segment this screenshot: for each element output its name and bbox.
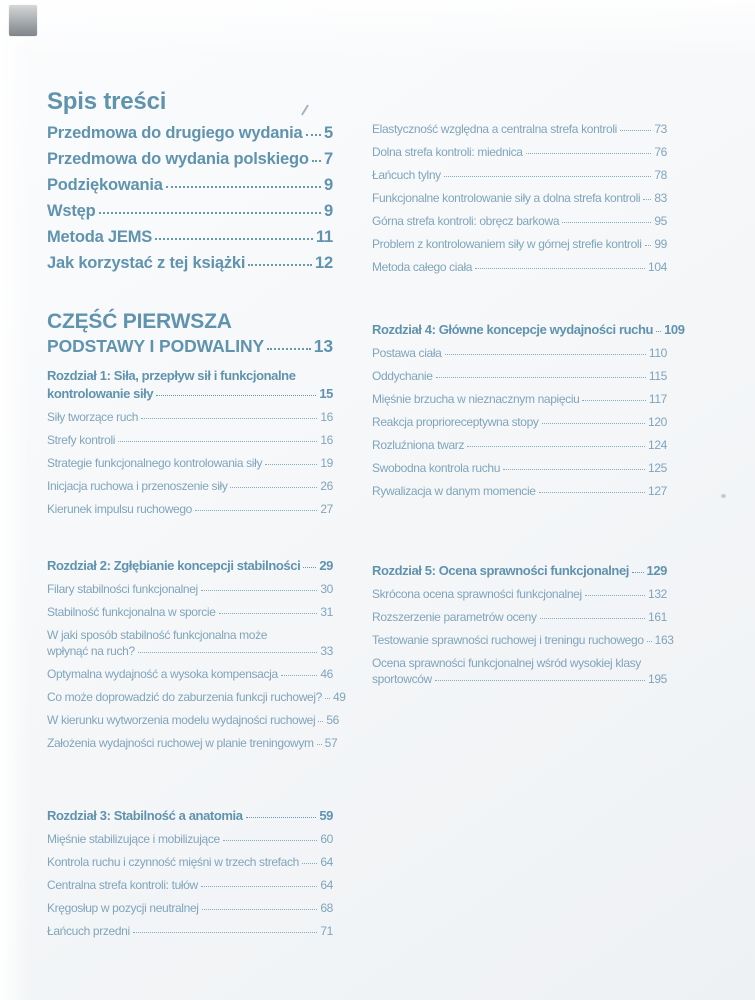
toc-entry [47,176,333,194]
entry-label: PODSTAWY I PODWALINY [47,336,265,356]
chapter-title-line1: Rozdział 1: Siła, przepływ sił i funkcjonalne [47,368,296,383]
dot-leader [118,441,317,442]
page-number: 49 [332,690,346,704]
dot-leader [318,721,323,722]
page-number: 12 [315,254,333,272]
entry-label: Strategie funkcjonalnego kontrolowania siły [47,456,263,470]
toc-entry [372,633,674,647]
page-number: 68 [320,901,333,915]
toc-entry [372,369,667,383]
dot-leader [645,245,652,246]
page-number: 11 [315,228,333,246]
dot-leader [317,744,322,745]
toc-entry [47,878,333,892]
page-number: 16 [320,410,333,424]
page-number: 71 [320,924,333,938]
dot-leader [656,331,661,332]
dot-leader [467,446,645,447]
dot-leader [306,134,322,136]
toc-entry [47,150,333,168]
dot-leader [647,641,652,642]
entry-label: Jak korzystać z tej książki [47,254,246,272]
dot-leader [585,595,645,596]
entry-label: Rywalizacja w danym momencie [372,484,536,498]
dot-leader [166,186,321,188]
toc-entry-line2 [372,672,667,686]
entry-label: Rozluźniona twarz [372,438,465,452]
dot-leader [562,222,651,223]
entry-label: Mięśnie stabilizujące i mobilizujące [47,832,220,846]
dot-leader [219,613,318,614]
entry-label: W jaki sposób stabilność funkcjonalna może [47,628,268,642]
dot-leader [632,572,644,573]
entry-label: Skrócona ocena sprawności funkcjonalnej [372,587,582,601]
page-number: 15 [319,386,333,401]
entry-label: Funkcjonalne kontrolowanie siły a dolna strefa kontroli [372,191,641,205]
page-number: 78 [654,168,667,182]
dot-leader [201,590,317,591]
entry-label: Elastyczność względna a centralna strefa kontroli [372,122,617,136]
page-number: 125 [648,461,667,475]
entry-label: Kontrola ruchu i czynność mięśni w trzech strefach [47,855,299,869]
dot-leader [503,469,645,470]
toc-entry [47,582,333,596]
toc-entry [372,610,667,624]
dot-leader [540,618,645,619]
page-number: 30 [320,582,333,596]
page-number: 73 [654,122,667,136]
dot-leader [475,268,645,269]
toc-entry [372,438,667,452]
chapter-title-line2 [47,386,333,402]
page-number: 120 [648,415,667,429]
dot-leader [444,176,652,177]
page-number: 64 [320,878,333,892]
page-number: 127 [648,484,667,498]
entry-label: Centralna strefa kontroli: tułów [47,878,198,892]
toc-entry [47,124,333,142]
toc-entry [372,237,667,251]
toc-entry [47,690,346,704]
toc-entry [47,228,333,246]
page-number: 109 [664,322,685,337]
page-number: 83 [654,191,667,205]
entry-label: Mięśnie brzucha w nieznacznym napięciu [372,392,580,406]
chapter-title [47,558,333,574]
page-number: 117 [648,392,667,406]
entry-label: Testowanie sprawności ruchowej i treningu ruchowego [372,633,644,647]
dot-leader [542,423,645,424]
dot-leader [248,264,312,266]
page-number: 124 [648,438,667,452]
page-number: 31 [320,605,333,619]
entry-label: Optymalna wydajność a wysoka kompensacja [47,667,278,681]
entry-label: Założenia wydajności ruchowej w planie treningowym [47,736,314,750]
chapter-5-block [372,563,674,695]
entry-label: Przedmowa do drugiego wydania [47,124,303,142]
entry-label: Problem z kontrolowaniem siły w górnej strefie kontroli [372,237,642,251]
entry-label: Podziękowania [47,176,163,194]
entry-label: Rozdział 3: Stabilność a anatomia [47,808,243,823]
dot-leader [230,487,317,488]
toc-entry [372,260,667,274]
entry-label: Rozdział 5: Ocena sprawności funkcjonalnej [372,563,629,578]
toc-entry [372,191,667,205]
chapter-1-entries [47,410,333,516]
entry-label: Swobodna kontrola ruchu [372,461,501,475]
page-number: 46 [320,667,333,681]
dot-leader [445,354,646,355]
toc-entry [47,333,333,359]
entry-label: Stabilność funkcjonalna w sporcie [47,605,216,619]
scan-corner-mark [9,5,37,36]
dot-leader [156,395,316,396]
dot-leader [643,199,651,200]
chapter-4-block [372,322,685,507]
page-number: 115 [648,369,667,383]
toc-entry [372,415,667,429]
page-number: 9 [324,202,333,220]
dot-leader [195,510,317,511]
dot-leader [155,238,313,240]
toc-right-column [372,0,685,1000]
dot-leader [202,909,318,910]
dot-leader [435,680,645,681]
toc-entry [47,433,333,447]
toc-entry [372,484,667,498]
page-number: 27 [320,502,333,516]
toc-entry [372,122,667,136]
entry-label: kontrolowanie siły [47,386,154,401]
chapter-3-entries [47,832,333,938]
toc-entry-line2 [47,644,333,658]
chapter-title [47,808,333,824]
chapter-5-entries [372,587,674,686]
front-matter-list [47,124,333,280]
page-number: 5 [324,124,333,142]
dot-leader [436,377,646,378]
toc-entry [47,667,333,681]
toc-entry [47,605,333,619]
dot-leader [265,464,317,465]
toc-entry-line1 [372,656,667,670]
toc-entry [47,254,333,272]
entry-label: sportowców [372,672,432,686]
entry-label: wpłynąć na ruch? [47,644,135,658]
chapter-3-continued-entries [372,122,667,283]
entry-label: Siły tworzące ruch [47,410,139,424]
dot-leader [281,675,318,676]
entry-label: Wstęp [47,202,96,220]
entry-label: Postawa ciała [372,346,442,360]
page-number: 95 [654,214,667,228]
chapter-2-entries [47,582,346,750]
page-number: 59 [319,808,333,823]
chapter-1-block [47,368,333,525]
dot-leader [99,212,322,214]
toc-entry [47,832,333,846]
chapter-title [372,563,667,579]
toc-entry [47,713,339,727]
page-number: 19 [320,456,333,470]
dot-leader [267,348,311,350]
page-number: 132 [648,587,667,601]
page-number: 129 [646,563,667,578]
toc-entry [372,392,667,406]
entry-label: Co może doprowadzić do zaburzenia funkcji ruchowej? [47,690,322,704]
entry-label: Inicjacja ruchowa i przenoszenie siły [47,479,228,493]
part-heading-block [47,310,333,359]
toc-entry [47,855,333,869]
entry-label: Reakcja proprioreceptywna stopy [372,415,539,429]
dot-leader [133,932,318,933]
entry-label: Łańcuch tylny [372,168,441,182]
page-number: 195 [648,672,667,686]
dot-leader [141,418,317,419]
entry-label: Łańcuch przedni [47,924,130,938]
dot-leader [526,153,652,154]
chapter-2-block [47,558,346,759]
toc-entry [372,214,667,228]
page-number: 64 [320,855,333,869]
entry-label: W kierunku wytworzenia modelu wydajności ruchowej [47,713,316,727]
toc-entry [47,202,333,220]
page-number: 161 [648,610,667,624]
entry-label: Kręgosłup w pozycji neutralnej [47,901,199,915]
entry-label: Przedmowa do wydania polskiego [47,150,309,168]
toc-entry [47,502,333,516]
chapter-3-block [47,808,333,947]
entry-label: Metoda JEMS [47,228,153,246]
entry-label: Górna strefa kontroli: obręcz barkowa [372,214,560,228]
entry-label: Dolna strefa kontroli: miednica [372,145,523,159]
dot-leader [582,400,645,401]
page-number: 76 [654,145,667,159]
dot-leader [201,886,317,887]
toc-entry [47,736,338,750]
entry-label: Metoda całego ciała [372,260,473,274]
dot-leader [223,840,318,841]
toc-left-column [47,0,346,1000]
page-number: 99 [654,237,667,251]
entry-label: Rozdział 4: Główne koncepcje wydajności ruchu [372,322,654,337]
dot-leader [246,817,317,818]
toc-entry [372,587,667,601]
entry-label: Filary stabilności funkcjonalnej [47,582,198,596]
toc-entry [47,410,333,424]
entry-label: Oddychanie [372,369,433,383]
toc-entry [372,145,667,159]
toc-entry [372,461,667,475]
toc-entry [372,168,667,182]
toc-entry [47,456,333,470]
page-number: 56 [326,713,339,727]
page-number: 29 [319,558,333,573]
page-number: 33 [320,644,333,658]
page-number: 13 [313,336,333,356]
page-number: 110 [648,346,667,360]
dot-leader [539,492,645,493]
margin-speck-artifact [721,494,726,498]
page-number: 16 [320,433,333,447]
entry-label: Ocena sprawności funkcjonalnej wśród wysokiej klasy [372,656,641,670]
toc-entry [372,346,667,360]
entry-label: Kierunek impulsu ruchowego [47,502,192,516]
page-number: 163 [654,633,674,647]
entry-label: Strefy kontroli [47,433,116,447]
dot-leader [138,652,318,653]
dot-leader [302,863,317,864]
page-title: Spis treści [47,88,167,115]
dot-leader [325,698,330,699]
page-number: 7 [324,150,333,168]
entry-label: Rozszerzenie parametrów oceny [372,610,537,624]
toc-entry-line1 [47,628,333,642]
page-number: 57 [324,736,338,750]
toc-entry [47,901,333,915]
page-number: 60 [320,832,333,846]
toc-entry [47,924,333,938]
dot-leader [620,130,651,131]
dot-leader [303,567,316,568]
dot-leader [312,160,321,162]
chapter-4-entries [372,346,667,498]
part-title: CZĘŚĆ PIERWSZA [47,310,232,333]
page-number: 104 [648,260,667,274]
page-number: 26 [320,479,333,493]
page-number: 9 [324,176,333,194]
chapter-title [372,322,685,338]
entry-label: Rozdział 2: Zgłębianie koncepcji stabilności [47,558,301,573]
toc-entry [47,479,333,493]
